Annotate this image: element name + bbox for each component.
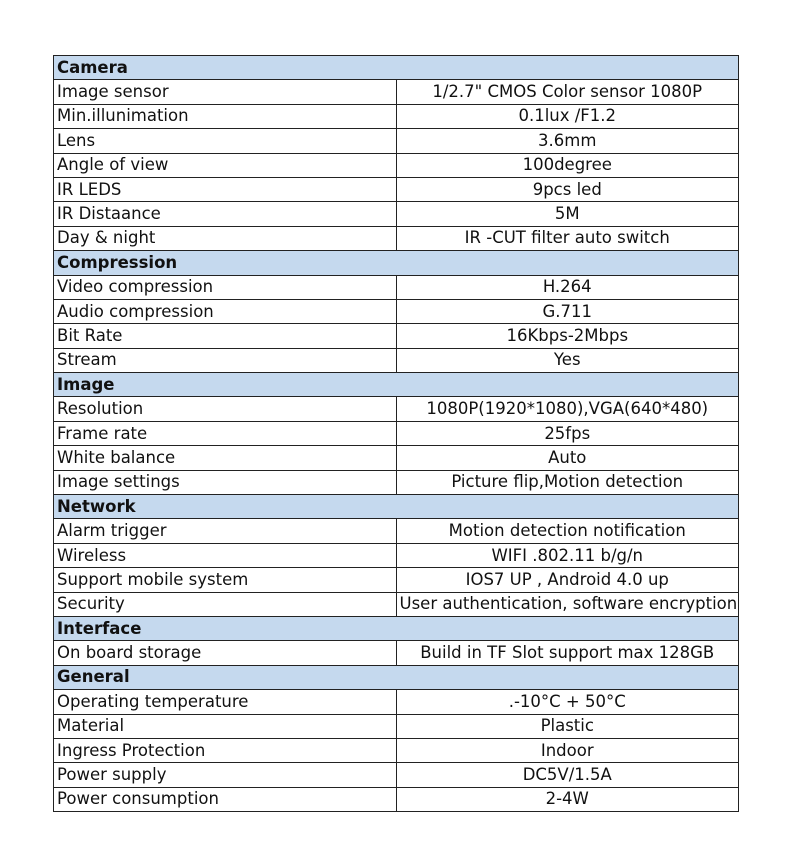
section-header-general	[54, 665, 739, 689]
spec-value: 3.6mm	[396, 129, 739, 153]
section-header-image	[54, 373, 739, 397]
spec-table-body	[54, 56, 739, 812]
spec-value: 0.1lux /F1.2	[396, 104, 739, 128]
table-row	[54, 226, 739, 250]
spec-label: Material	[54, 714, 397, 738]
spec-label: Image settings	[54, 470, 397, 494]
table-row	[54, 104, 739, 128]
spec-value: Yes	[396, 348, 739, 372]
spec-value: Plastic	[396, 714, 739, 738]
table-row	[54, 202, 739, 226]
table-row	[54, 421, 739, 445]
table-row	[54, 275, 739, 299]
spec-label: Lens	[54, 129, 397, 153]
spec-value: User authentication, software encryption	[396, 592, 739, 616]
spec-label: Stream	[54, 348, 397, 372]
section-header-interface	[54, 616, 739, 640]
spec-label: Day & night	[54, 226, 397, 250]
table-row	[54, 690, 739, 714]
table-row	[54, 592, 739, 616]
spec-label: Video compression	[54, 275, 397, 299]
section-title: Compression	[54, 251, 739, 275]
section-title: Image	[54, 373, 739, 397]
spec-label: Angle of view	[54, 153, 397, 177]
spec-label: On board storage	[54, 641, 397, 665]
table-row	[54, 324, 739, 348]
spec-value: WIFI .802.11 b/g/n	[396, 543, 739, 567]
section-title: Camera	[54, 56, 739, 80]
spec-label: Power supply	[54, 763, 397, 787]
section-title: Network	[54, 495, 739, 519]
spec-value: Build in TF Slot support max 128GB	[396, 641, 739, 665]
spec-value: IOS7 UP , Android 4.0 up	[396, 568, 739, 592]
table-row	[54, 543, 739, 567]
spec-label: Audio compression	[54, 299, 397, 323]
spec-label: Operating temperature	[54, 690, 397, 714]
spec-label: IR Distaance	[54, 202, 397, 226]
table-row	[54, 177, 739, 201]
table-row	[54, 738, 739, 762]
spec-value: 25fps	[396, 421, 739, 445]
table-row	[54, 299, 739, 323]
spec-label: IR LEDS	[54, 177, 397, 201]
section-title: Interface	[54, 616, 739, 640]
spec-label: Support mobile system	[54, 568, 397, 592]
spec-value: 1/2.7" CMOS Color sensor 1080P	[396, 80, 739, 104]
spec-label: Min.illunimation	[54, 104, 397, 128]
table-row	[54, 470, 739, 494]
spec-table	[53, 55, 739, 812]
spec-value: H.264	[396, 275, 739, 299]
table-row	[54, 397, 739, 421]
table-row	[54, 153, 739, 177]
table-row	[54, 80, 739, 104]
spec-label: Alarm trigger	[54, 519, 397, 543]
spec-label: Bit Rate	[54, 324, 397, 348]
spec-label: Resolution	[54, 397, 397, 421]
spec-label: Ingress Protection	[54, 738, 397, 762]
table-row	[54, 519, 739, 543]
spec-value: 16Kbps-2Mbps	[396, 324, 739, 348]
spec-label: Image sensor	[54, 80, 397, 104]
spec-value: Picture flip,Motion detection	[396, 470, 739, 494]
spec-value: 5M	[396, 202, 739, 226]
table-row	[54, 763, 739, 787]
section-header-network	[54, 495, 739, 519]
spec-value: 100degree	[396, 153, 739, 177]
spec-value: 9pcs led	[396, 177, 739, 201]
spec-value: IR -CUT filter auto switch	[396, 226, 739, 250]
section-title: General	[54, 665, 739, 689]
spec-value: DC5V/1.5A	[396, 763, 739, 787]
spec-label: White balance	[54, 446, 397, 470]
spec-value: Auto	[396, 446, 739, 470]
table-row	[54, 568, 739, 592]
section-header-compression	[54, 251, 739, 275]
table-row	[54, 129, 739, 153]
table-row	[54, 446, 739, 470]
spec-value: 2-4W	[396, 787, 739, 811]
spec-value: Indoor	[396, 738, 739, 762]
table-row	[54, 641, 739, 665]
table-row	[54, 348, 739, 372]
spec-label: Power consumption	[54, 787, 397, 811]
spec-value: 1080P(1920*1080),VGA(640*480)	[396, 397, 739, 421]
spec-label: Security	[54, 592, 397, 616]
spec-value: .-10°C + 50°C	[396, 690, 739, 714]
spec-value: G.711	[396, 299, 739, 323]
spec-label: Wireless	[54, 543, 397, 567]
spec-value: Motion detection notification	[396, 519, 739, 543]
table-row	[54, 714, 739, 738]
table-row	[54, 787, 739, 811]
spec-label: Frame rate	[54, 421, 397, 445]
section-header-camera	[54, 56, 739, 80]
